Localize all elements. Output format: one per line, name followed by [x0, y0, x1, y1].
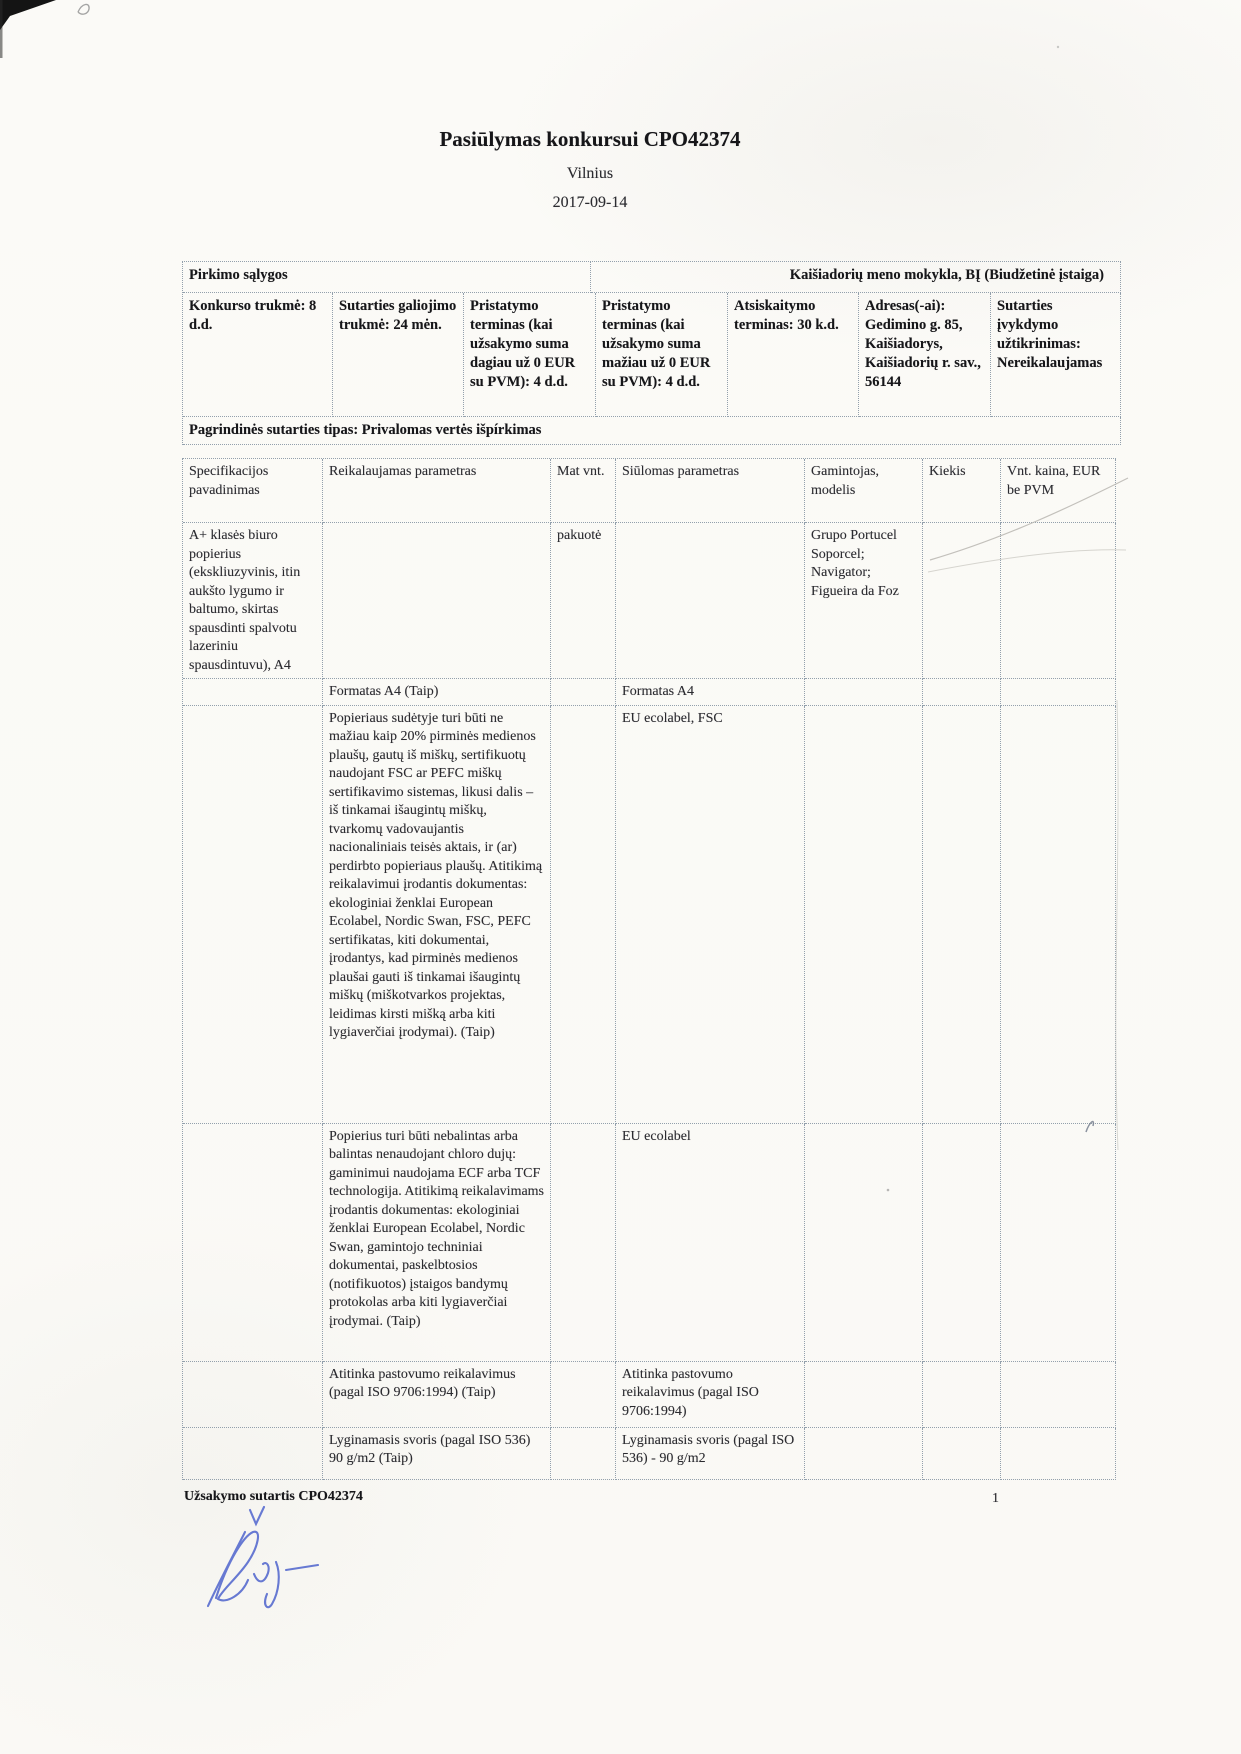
spec-cell	[551, 1362, 616, 1428]
spec-cell	[923, 1428, 1001, 1480]
document-date: 2017-09-14	[552, 194, 628, 211]
spec-cell	[1001, 706, 1116, 1124]
terms-header-buyer: Kaišiadorių meno mokykla, BĮ (Biudžetinė įstaiga)	[591, 262, 1121, 293]
spec-cell	[183, 679, 323, 706]
page-title: Pasiūlymas konkursui CPO42374	[439, 127, 741, 151]
terms-cell-contest-duration: Konkurso trukmė: 8 d.d.	[183, 293, 333, 417]
spec-header-row	[183, 459, 1116, 523]
terms-cell-delivery-under: Pristatymo terminas (kai užsakymo suma mažiau už 0 EUR su PVM): 4 d.d.	[596, 293, 728, 417]
spec-header-manufacturer: Gamintojas, modelis	[805, 459, 923, 523]
document-city: Vilnius	[566, 165, 614, 182]
spec-cell: Atitinka pastovumo reikalavimus (pagal ISO 9706:1994)	[616, 1362, 805, 1428]
spec-row-composition	[183, 706, 1116, 1124]
spec-cell: Grupo Portucel Soporcel; Navigator; Figueira da Foz	[805, 523, 923, 679]
spec-row-stability	[183, 1362, 1116, 1428]
spec-cell: EU ecolabel	[616, 1124, 805, 1362]
spec-cell	[805, 1124, 923, 1362]
spec-cell	[323, 523, 551, 679]
spec-cell: Lyginamasis svoris (pagal ISO 536) 90 g/m2 (Taip)	[323, 1428, 551, 1480]
spec-cell: Formatas A4	[616, 679, 805, 706]
spec-cell	[805, 1428, 923, 1480]
spec-cell: Formatas A4 (Taip)	[323, 679, 551, 706]
spec-cell	[1001, 1362, 1116, 1428]
terms-header-left: Pirkimo sąlygos	[183, 262, 591, 293]
terms-detail-row	[183, 293, 1121, 417]
scan-corner-artifact	[0, 0, 56, 30]
terms-cell-payment: Atsiskaitymo terminas: 30 k.d.	[728, 293, 859, 417]
spec-cell	[1001, 523, 1116, 679]
order-contract-label: Užsakymo sutartis CPO42374	[184, 1489, 363, 1504]
spec-header-offered: Siūlomas parametras	[616, 459, 805, 523]
spec-cell	[805, 679, 923, 706]
terms-cell-assurance: Sutarties įvykdymo užtikrinimas: Nereikalaujamas	[991, 293, 1121, 417]
contract-type-row	[183, 417, 1121, 445]
spec-cell: pakuotė	[551, 523, 616, 679]
spec-row-format	[183, 679, 1116, 706]
terms-header-row	[183, 262, 1121, 293]
spec-row-product	[183, 523, 1116, 679]
specification-table	[182, 458, 1116, 1480]
spec-cell: A+ klasės biuro popierius (ekskliuzyvinis, itin aukšto lygumo ir baltumo, skirtas spausdinti spalvotu lazeriniu spausdintuvu), A4	[183, 523, 323, 679]
purchase-terms-table	[182, 261, 1121, 445]
handwritten-signature	[198, 1502, 348, 1617]
spec-cell	[923, 706, 1001, 1124]
spec-cell: Popierius turi būti nebalintas arba balintas nenaudojant chloro dujų: gaminimui naudojama ECF arba TCF technologija. Atitikimą reikalavimams įrodantis dokumentas: ekologiniai ženklai European Ecolabel, Nordic Swan, gamintojo techniniai dokumentai, paskelbtosios (notifikuotos) įstaigos bandymų protokolas arba kiti lygiaverčiai įrodymai. (Taip)	[323, 1124, 551, 1362]
terms-cell-address: Adresas(-ai): Gedimino g. 85, Kaišiadorys, Kaišiadorių r. sav., 56144	[859, 293, 991, 417]
spec-header-name: Specifikacijos pavadinimas	[183, 459, 323, 523]
spec-cell	[183, 1124, 323, 1362]
spec-cell	[183, 706, 323, 1124]
spec-header-price: Vnt. kaina, EUR be PVM	[1001, 459, 1116, 523]
spec-cell	[183, 1428, 323, 1480]
spec-cell	[551, 679, 616, 706]
spec-cell	[616, 523, 805, 679]
spec-header-quantity: Kiekis	[923, 459, 1001, 523]
spec-cell	[805, 706, 923, 1124]
spec-cell	[923, 679, 1001, 706]
spec-cell: Popieriaus sudėtyje turi būti ne mažiau kaip 20% pirminės medienos plaušų, gautų iš miškų, sertifikuotų naudojant FSC ar PEFC miškų sertifikavimo sistemas, likusi dalis – iš tinkamai išaugintų miškų, tvarkomų vadovaujantis nacionaliniais teisės aktais, ir (ar) perdirbto popieriaus plaušų. Atitikimą reikalavimui įrodantis dokumentas: ekologiniai ženklai European Ecolabel, Nordic Swan, FSC, PEFC sertifikatas, kiti dokumentai, įrodantys, kad pirminės medienos plaušai gauti iš tinkamai išaugintų miškų (miškotvarkos projektas, leidimas kirsti mišką arba kiti lygiaverčiai įrodymai). (Taip)	[323, 706, 551, 1124]
contract-type-text: Pagrindinės sutarties tipas: Privalomas vertės išpírkimas	[183, 417, 1121, 445]
spec-cell	[805, 1362, 923, 1428]
spec-header-unit: Mat vnt.	[551, 459, 616, 523]
spec-cell: Lyginamasis svoris (pagal ISO 536) - 90 g/m2	[616, 1428, 805, 1480]
spec-header-required: Reikalaujamas parametras	[323, 459, 551, 523]
spec-cell	[551, 1428, 616, 1480]
spec-cell	[1001, 1428, 1116, 1480]
page-number: 1	[992, 1491, 999, 1506]
spec-row-bleaching	[183, 1124, 1116, 1362]
spec-cell	[923, 1124, 1001, 1362]
spec-cell	[923, 523, 1001, 679]
spec-cell	[551, 1124, 616, 1362]
spec-cell	[923, 1362, 1001, 1428]
terms-cell-contract-duration: Sutarties galiojimo trukmė: 24 mėn.	[333, 293, 464, 417]
spec-cell: EU ecolabel, FSC	[616, 706, 805, 1124]
spec-cell	[1001, 679, 1116, 706]
scan-smudge	[78, 4, 89, 14]
spec-cell	[1001, 1124, 1116, 1362]
spec-cell	[551, 706, 616, 1124]
spec-row-weight	[183, 1428, 1116, 1480]
spec-cell: Atitinka pastovumo reikalavimus (pagal ISO 9706:1994) (Taip)	[323, 1362, 551, 1428]
terms-cell-delivery-over: Pristatymo terminas (kai užsakymo suma dagiau už 0 EUR su PVM): 4 d.d.	[464, 293, 596, 417]
spec-cell	[183, 1362, 323, 1428]
